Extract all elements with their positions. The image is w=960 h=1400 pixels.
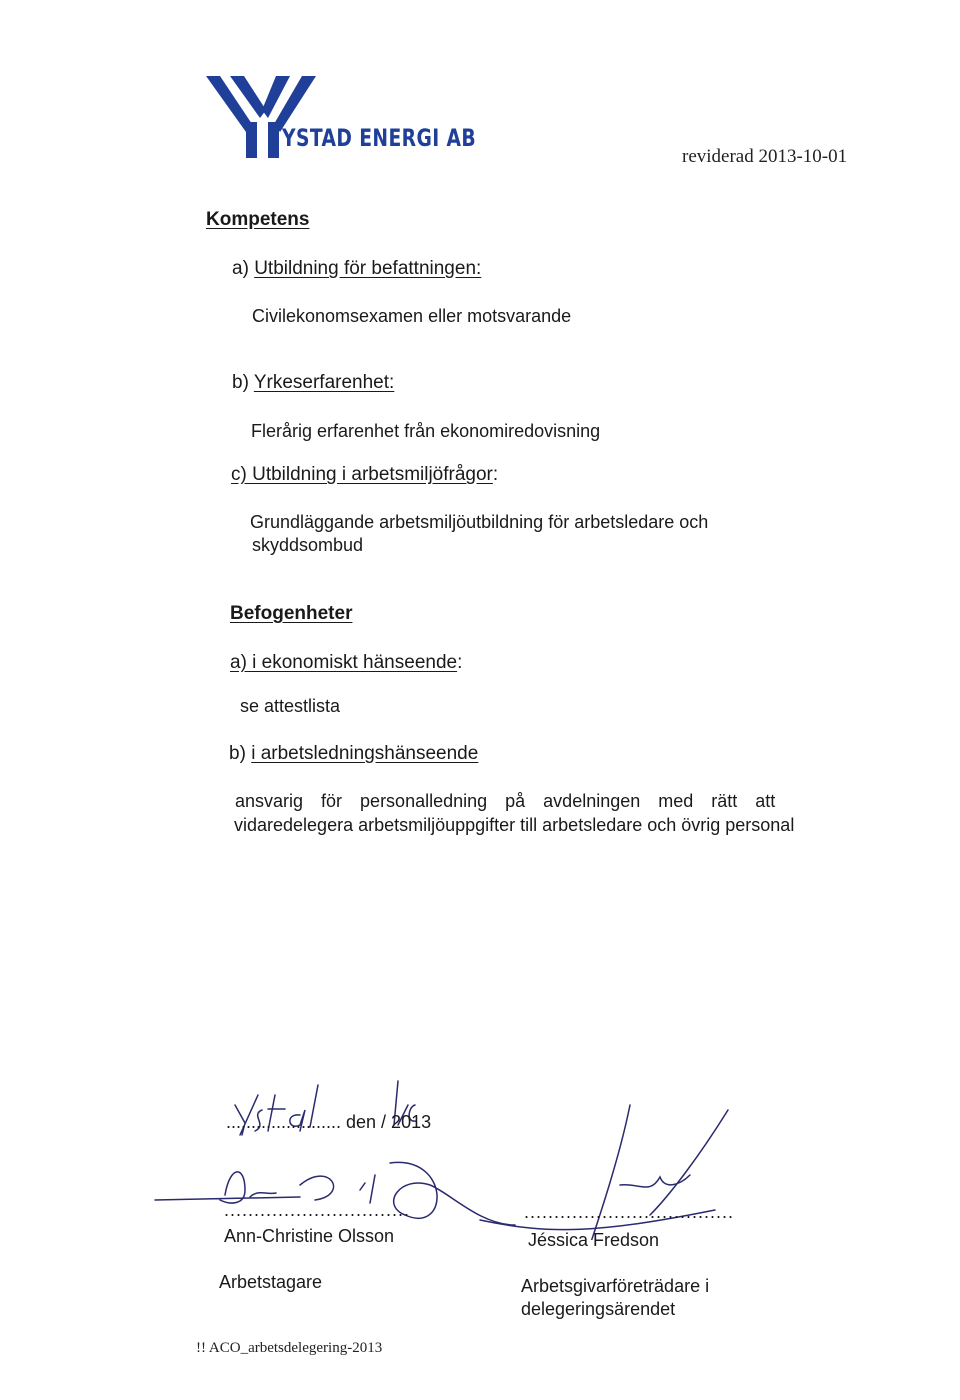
befogenheter-b-prefix: b) xyxy=(229,743,252,764)
kompetens-c xyxy=(231,464,498,486)
kompetens-b-label: Yrkeserfarenhet: xyxy=(253,372,395,393)
kompetens-a-label: Utbildning för befattningen: xyxy=(254,258,482,279)
kompetens-c-suffix: : xyxy=(492,464,499,485)
footer-filename: !! ACO_arbetsdelegering-2013 xyxy=(196,1340,383,1356)
place-date-line: ....................... den / 2013 xyxy=(226,1112,432,1132)
kompetens-heading: Kompetens xyxy=(206,209,310,230)
kompetens-c-label: c) Utbildning i arbetsmiljöfrågor xyxy=(231,464,493,485)
befogenheter-a xyxy=(230,652,462,674)
kompetens-b-text: Flerårig erfarenhet från ekonomiredovisning xyxy=(251,421,601,441)
signer2-role-line2: delegeringsärendet xyxy=(521,1299,676,1319)
signer2-role-line1: Arbetsgivarföreträdare i xyxy=(521,1276,710,1296)
befogenheter-b-text-line2: vidaredelegera arbetsmiljöuppgifter till arbetsledare och övrig personal xyxy=(234,815,795,835)
signer2-name: Jéssica Fredson xyxy=(528,1230,660,1250)
befogenheter-a-suffix: : xyxy=(457,652,463,673)
kompetens-a-text: Civilekonomsexamen eller motsvarande xyxy=(252,306,572,326)
kompetens-b xyxy=(232,372,394,394)
befogenheter-b xyxy=(229,743,478,765)
befogenheter-a-text: se attestlista xyxy=(240,696,341,716)
signer1-dots: ............................... xyxy=(224,1200,411,1220)
kompetens-c-text-line2: skyddsombud xyxy=(252,535,364,555)
kompetens-c-text-line1: Grundläggande arbetsmiljöutbildning för arbetsledare och xyxy=(250,512,709,532)
befogenheter-b-text-line1: ansvarig för personalledning på avdelningen med rätt att xyxy=(235,791,776,811)
kompetens-a-prefix: a) xyxy=(232,258,255,279)
befogenheter-b-label: i arbetsledningshänseende xyxy=(251,743,479,764)
revision-date: reviderad 2013-10-01 xyxy=(682,146,848,167)
signer1-name: Ann-Christine Olsson xyxy=(224,1226,395,1246)
signer2-dots: ................................... xyxy=(524,1202,735,1222)
signer1-role: Arbetstagare xyxy=(219,1272,323,1292)
company-name: YSTAD ENERGI AB xyxy=(282,124,477,152)
befogenheter-heading: Befogenheter xyxy=(230,603,353,624)
kompetens-b-prefix: b) xyxy=(232,372,254,393)
kompetens-a xyxy=(232,258,481,280)
befogenheter-a-label: a) i ekonomiskt hänseende xyxy=(230,652,458,673)
